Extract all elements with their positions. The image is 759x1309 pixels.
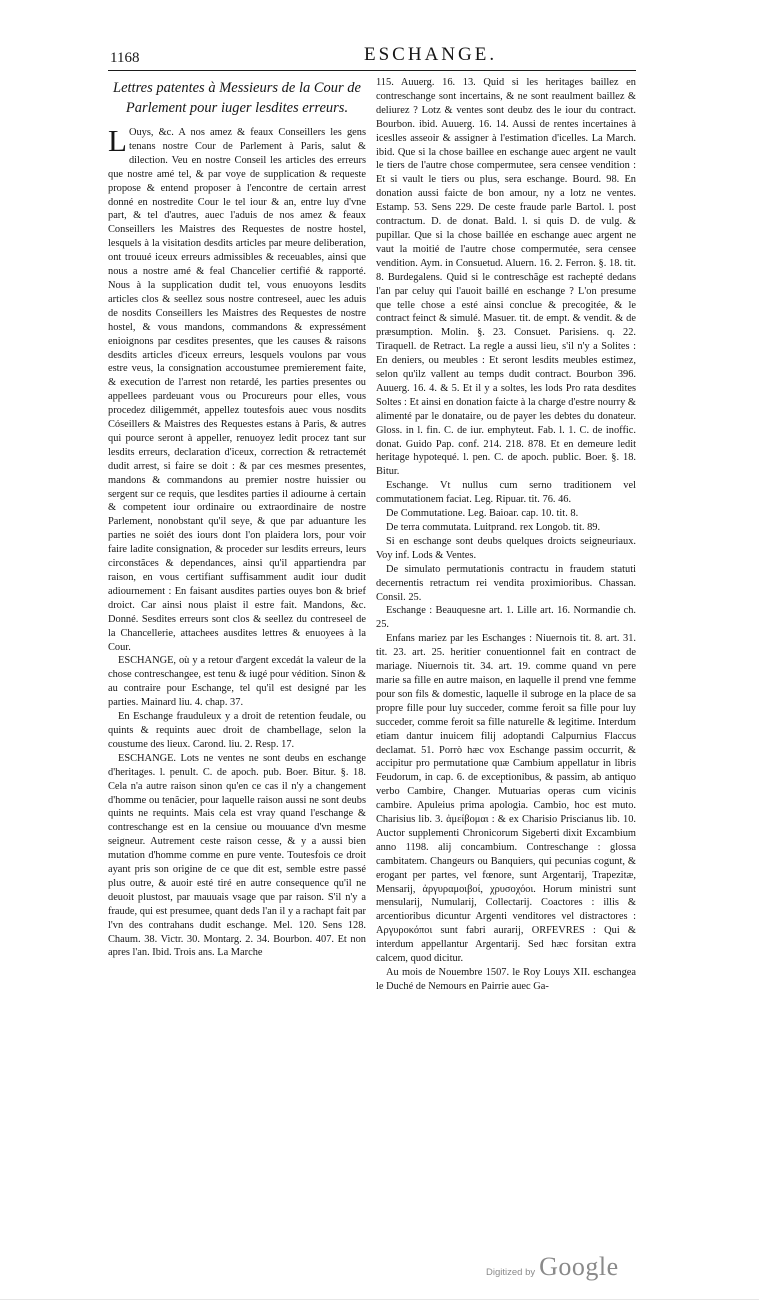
paragraph: En Eschange frauduleux y a droit de retention feudale, ou quints & requints auec droit de chambellage, selon la coustume des lieux. Carond. liu. 2. Resp. 17. [108, 711, 366, 750]
scan-edge-rule [0, 1299, 759, 1300]
running-title: ESCHANGE. [364, 44, 498, 65]
paragraph: ESCHANGE. Lots ne ventes ne sont deubs en eschange d'heritages. l. penult. C. de apoch. pub. Boer. Bitur. §. 18. Cela n'a autre raison sinon qu'en ce cas il n'y a changement d'homme ou tenãcier, pour laquelle raison aussi ne sont deubs quints ne requints. Mais cela est vray quand l'eschange & contreschange est en la censiue ou mouuance d'vn mesme seigneur. Autrement ceste raison cesse, & y a aussi bien mutation d'homme comme en pure vente. Toutesfois ce droit ayant pris son origine de ce que dit est, semble estre passé plus outre, & auoir esté tiré en autre consequence qu'il ne deuoit plustost, par mauuais vsage que par raison. S'il n'y a fraude, qui est presumee, quant deds l'an il y a rachapt fait par l'vn des contrahans dudit eschange. Mel. 120. Sens 128. Chaum. 38. Victr. 30. Montarg. 2. 34. Bourbon. 407. Et non apres l'an. Ibid. Trois ans. La Marche [108, 752, 366, 959]
paragraph-text: Ouys, &c. A nos amez & feaux Conseillers les gens tenans nostre Cour de Parlement à Paris, salut & dilection. Veu en nostre Conseil les articles des erreurs que nostre amé tel, & par voye de supplication & requeste propose & entend proposer à l'encontre de certain arrest donné en nostredite Cour le tel iour & an, entre luy d'vne part, & tel d'autres, auec l'aduis de nos amez & feaux Conseillers les Maistres des Requestes de nostre hostel, lesquels à la visitation desdits articles par meure deliberation, ont trouué iceux erreurs admissibles & receuables, ainsi que nous a nostre amé & feal Chancelier certifié & rapporté. Nous à la supplication dudit tel, vous enuoyons lesdits articles clos & seellez sous nostre contreseel, auec les aduis de nosdits Conseillers les Maistres des Requestes de nostre hostel, & vous mandons, commandons & expressément enioignons par cesdites presentes, que les causes & raisons desdits articles d'iceux erreurs, lesquels voulons par vous estre veus, la consignation accoustumee premierement faite, & execution de l'arrest non retardé, les parties presentes ou appellees pardeuant vous ou Procureurs pour elles, vous procedez diligemmét, appellez toutesfois auec vous nosdits Cóseillers & Maistres des Requestes estans à Paris, & autres qui pource seront à appeller, renuoyez ledit procez tant sur lesdits erreurs, declaration d'iceux, correction & retractemét dudit arrest, si faire se doit : & par ces mesmes presentes, mandons & commandons au premier nostre huissier ou sergent sur ce requis, que lesdites parties il adiourne à certain & competent iour ordinaire ou extraordinaire de nostre Parlement, nonobstant qu'il seye, & que par aduanture les parties ne soiét des iours dont l'on plaidera lors, pour voir faire ladite consignation, & proceder sur lesdits erreurs, leurs circonstãces & dependances, ainsi qu'il appartiendra par raison, en vous certifiant suffisamment audit iour dudit adiournement : En faisant ausdites parties ouyes bon & brief droict. Car ainsi nous plaist il estre fait. Mandons, &c. Donné. Sesdites erreurs sont clos & seellez du contreseel de la Chancellerie, attachees ausdites lettres & enuoyees à la Cour. [108, 127, 366, 653]
paragraph: Enfans mariez par les Eschanges : Niuernois tit. 8. art. 31. tit. 23. art. 25. heritier conuentionnel fait en contract de mariage. Niuernois tit. 34. art. 19. comme quand vn pere marie sa fille en autre maison, en laquelle il prend vne femme pour son fils & domestic, laquelle il subroge en la place de sa propre fille pour luy succeder, comme feroit sa fille pour luy succeder, comme feroit sa fille naturelle & legitime. Interdum etiam dantur inuicem filij adoptandi Calpurnius Flaccus declamat. 51. Porrò hæc vox Eschange passim occurrit, & accipitur pro permutatione quæ Cambium appellatur in libris Feudorum, in cap. 6. de exceptionibus, & passim, ab antiquo verbo Cambire, Changer. Mutuarias operas cum vicinis cambire. Apuleius prima apologia. Cambio, hoc est muto. Charisius lib. 3. ἀμείβομαι : & ex Charisio Priscianus lib. 10. Auctor supplementi Chronicorum Sigeberti dixit Excambium anno 1198. alij concambium. Contreschange : glossa cambitatem. Changeurs ou Banquiers, qui pecunias cogunt, & erogant per partes, vel fœnore, sunt Argentarij, Trapezitæ, Mensarij, ἀργυραμοιβοί, χρυσοχόοι. Horum ministri sunt mensularij, Numularij, Collectarij. Coactores : illis & arcentioribus dicuntur Argenti venditores vel distractores : Αργυροκόποι sunt fabri aurarij, ORFEVRES : Qui & interdum appellantur Argentarij. Sed hæc forsitan extra calcem, quod dicitur. [376, 633, 636, 965]
paragraph: De simulato permutationis contractu in fraudem statuti decernentis retractum rei vendita proximioribus. Chassan. Consil. 25. [376, 563, 636, 603]
drop-cap: L [108, 123, 127, 158]
section-heading: Lettres patentes à Messieurs de la Cour de Parlement pour iuger lesdites erreurs. [113, 80, 361, 116]
paragraph: De terra commutata. Luitprand. rex Longob. tit. 89. [386, 522, 601, 533]
google-logo: Google [539, 1252, 619, 1281]
paragraph: 115. Auuerg. 16. 13. Quid si les heritages baillez en contreschange sont incertains, & ne sont reaulment baillez & deliurez ? Lotz & ventes sont deubz des le iour du contract. Bourbon. ibid. Auuerg. 16. 14. Aussi de rentes incertaines à iceslles asseoir & assigner à l'estimation d'icelles. La March. ibid. Que si la chose baillee en eschange auec argent ne vault le tiers de l'autre chose compermutee, sera censee vendition : Et si vault le tiers ou plus, sera eschange. Bourd. 98. En donation aussi faicte de bon amour, ny a lotz ne ventes. Estamp. 53. Sens 229. De ceste fraude parle Bartol. l. post contractum. D. de donat. Bald. l. si quis D. de vulg. & pupillar. Que si la chose baillée en eschange auec argent ne vaut la moitié de l'autre chose compermutée, sera censee vendition. Aym. in Consuetud. Aluern. 16. 2. Ferron. §. 18. tit. 8. Burdegalens. Quid si le contreschãge est rachepté dedans l'an par celuy qui l'auoit baillé en eschange ? L'on presume que telle chose a esté ainsi conclue & precogitée, & le contract feinct & simulé. Masuer. tit. de empt. & vendit. & de præsumption. Molin. §. 23. Consuet. Parisiens. q. 22. Tiraquell. de Retract. La regle a aussi lieu, s'il n'y a Solites : En deniers, ou meubles : Et seront lesdits meubles estimez, selon qu'ilz vallent au temps dudit contract. Bourbon 396. Auuerg. 16. 4. & 5. Et il y a soltes, les lods Pro rata desdites Soltes : Et ainsi en donation faicte à la charge d'estre nourry & alimenté par le donataire, ou de payer les debtes du donateur. Gloss. in l. fin. C. de iur. emphyteut. Fab. l. 1. C. de inoffic. donat. Guido Pap. conf. 214. 218. 878. Et en demeure ledit heritage hypotequé. l. pen. C. de apoch. public. Boer. §. 18. Bitur. [376, 77, 636, 478]
google-watermark [486, 1252, 619, 1282]
right-column [376, 76, 636, 994]
paragraph: De Commutatione. Leg. Baioar. cap. 10. tit. 8. [386, 508, 579, 520]
page-number: 1168 [110, 50, 140, 66]
page-header [108, 44, 636, 71]
text-columns [108, 76, 636, 994]
paragraph: Si en eschange sont deubs quelques droicts seigneuriaux. Voy inf. Lods & Ventes. [376, 535, 636, 561]
left-column [108, 76, 366, 994]
digitized-by-label: Digitized by [486, 1267, 536, 1278]
document-page [108, 44, 636, 1282]
letter-paragraph [108, 123, 366, 654]
paragraph: Eschange. Vt nullus cum serno traditionem vel commutationem faciat. Leg. Ripuar. tit. 76. 46. [376, 480, 636, 506]
paragraph: Au mois de Nouembre 1507. le Roy Louys XII. eschangea le Duché de Nemours en Pairrie auec Ga- [376, 967, 636, 992]
paragraph: ESCHANGE, où y a retour d'argent excedát la valeur de la chose contreschangee, est tenu & iugé pour védition. Sinon & au contraire pour Eschange, tel qu'il est designé par les parties. Mainard liu. 4. chap. 37. [108, 655, 366, 709]
paragraph: Eschange : Beauquesne art. 1. Lille art. 16. Normandie ch. 25. [376, 605, 636, 631]
